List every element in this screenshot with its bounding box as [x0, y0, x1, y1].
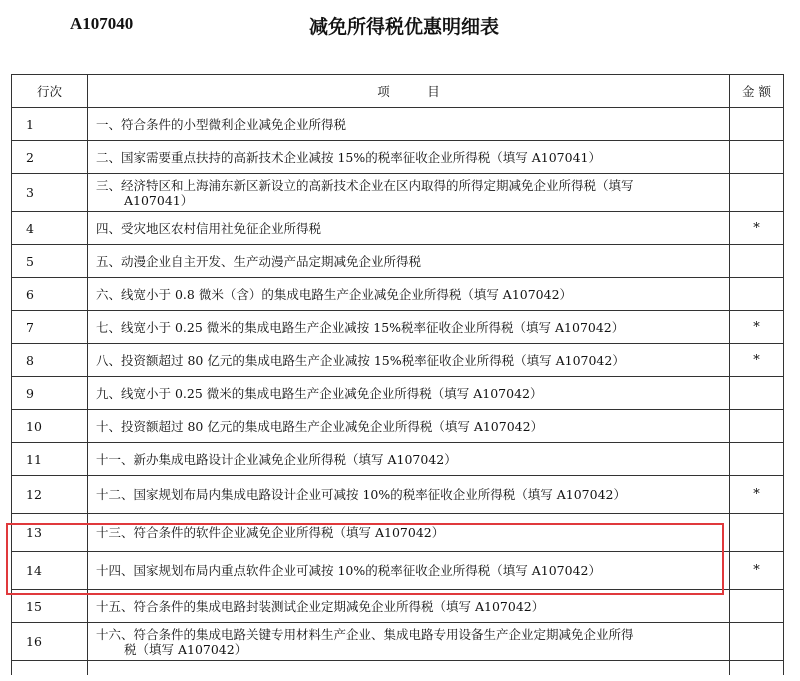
row-number: 8 — [12, 344, 88, 377]
amount-cell[interactable]: * — [730, 552, 784, 590]
col-header-amount: 金 额 — [730, 75, 784, 108]
amount-cell[interactable] — [730, 174, 784, 212]
row-item: 七、线宽小于 0.25 微米的集成电路生产企业减按 15%税率征收企业所得税（填写 A107042） — [88, 311, 730, 344]
amount-cell[interactable] — [730, 443, 784, 476]
table-row — [12, 623, 784, 661]
table-row — [12, 174, 784, 212]
row-number: 10 — [12, 410, 88, 443]
row-item: 一、符合条件的小型微利企业减免企业所得税 — [88, 108, 730, 141]
row-item-line-2: A107041） — [124, 192, 194, 208]
row-number: 16 — [12, 623, 88, 661]
row-number: 15 — [12, 590, 88, 623]
table-row — [12, 443, 784, 476]
table-row — [12, 278, 784, 311]
amount-cell[interactable] — [730, 623, 784, 661]
form-code: A107040 — [70, 14, 134, 33]
table-row — [12, 377, 784, 410]
row-item: 四、受灾地区农村信用社免征企业所得税 — [88, 212, 730, 245]
table-row — [12, 311, 784, 344]
table-row — [12, 590, 784, 623]
row-item: 十三、符合条件的软件企业减免企业所得税（填写 A107042） — [88, 514, 730, 552]
amount-cell[interactable] — [730, 141, 784, 174]
row-number: 1 — [12, 108, 88, 141]
table-row — [12, 108, 784, 141]
table-row — [12, 476, 784, 514]
row-number: 14 — [12, 552, 88, 590]
row-item-line-1: 十六、符合条件的集成电路关键专用材料生产企业、集成电路专用设备生产企业定期减免企业所得 — [96, 626, 634, 642]
table-row — [12, 141, 784, 174]
row-item: 十五、符合条件的集成电路封装测试企业定期减免企业所得税（填写 A107042） — [88, 590, 730, 623]
table-row — [12, 344, 784, 377]
row-number: 6 — [12, 278, 88, 311]
amount-cell[interactable] — [730, 278, 784, 311]
row-number: 11 — [12, 443, 88, 476]
row-item: 十一、新办集成电路设计企业减免企业所得税（填写 A107042） — [88, 443, 730, 476]
row-item: 十二、国家规划布局内集成电路设计企业可减按 10%的税率征收企业所得税（填写 A107042） — [88, 476, 730, 514]
amount-cell[interactable]: * — [730, 212, 784, 245]
row-number: 12 — [12, 476, 88, 514]
amount-cell[interactable]: * — [730, 344, 784, 377]
row-number: 3 — [12, 174, 88, 212]
row-item: 九、线宽小于 0.25 微米的集成电路生产企业减免企业所得税（填写 A107042） — [88, 377, 730, 410]
amount-cell[interactable] — [730, 590, 784, 623]
col-header-row-number: 行次 — [12, 75, 88, 108]
row-number — [12, 661, 88, 676]
amount-cell[interactable] — [730, 514, 784, 552]
row-item: 八、投资额超过 80 亿元的集成电路生产企业减按 15%税率征收企业所得税（填写 A107042） — [88, 344, 730, 377]
row-number: 9 — [12, 377, 88, 410]
table-header-row — [12, 75, 784, 108]
col-header-item: 项 目 — [88, 75, 730, 108]
row-number: 7 — [12, 311, 88, 344]
page-title: 减免所得税优惠明细表 — [309, 16, 500, 38]
amount-cell[interactable]: * — [730, 311, 784, 344]
row-number: 2 — [12, 141, 88, 174]
table-row-cut-off — [12, 661, 784, 676]
table-row — [12, 212, 784, 245]
row-item: 十四、国家规划布局内重点软件企业可减按 10%的税率征收企业所得税（填写 A107042） — [88, 552, 730, 590]
tax-relief-table — [11, 74, 784, 675]
amount-cell[interactable] — [730, 410, 784, 443]
amount-cell[interactable]: * — [730, 476, 784, 514]
row-item: 六、线宽小于 0.8 微米（含）的集成电路生产企业减免企业所得税（填写 A107042） — [88, 278, 730, 311]
row-item — [88, 661, 730, 676]
amount-cell[interactable] — [730, 108, 784, 141]
amount-cell[interactable] — [730, 377, 784, 410]
table-row — [12, 514, 784, 552]
row-item-line-2: 税（填写 A107042） — [124, 641, 248, 657]
row-item — [88, 623, 730, 661]
table-row — [12, 245, 784, 278]
row-number: 13 — [12, 514, 88, 552]
row-number: 4 — [12, 212, 88, 245]
row-item — [88, 174, 730, 212]
amount-cell[interactable] — [730, 245, 784, 278]
row-item-line-1: 三、经济特区和上海浦东新区新设立的高新技术企业在区内取得的所得定期减免企业所得税（填写 — [96, 177, 634, 193]
row-item: 十、投资额超过 80 亿元的集成电路生产企业减免企业所得税（填写 A107042） — [88, 410, 730, 443]
amount-cell — [730, 661, 784, 676]
table-row — [12, 552, 784, 590]
row-item: 五、动漫企业自主开发、生产动漫产品定期减免企业所得税 — [88, 245, 730, 278]
row-number: 5 — [12, 245, 88, 278]
row-item: 二、国家需要重点扶持的高新技术企业减按 15%的税率征收企业所得税（填写 A107041） — [88, 141, 730, 174]
table-row — [12, 410, 784, 443]
